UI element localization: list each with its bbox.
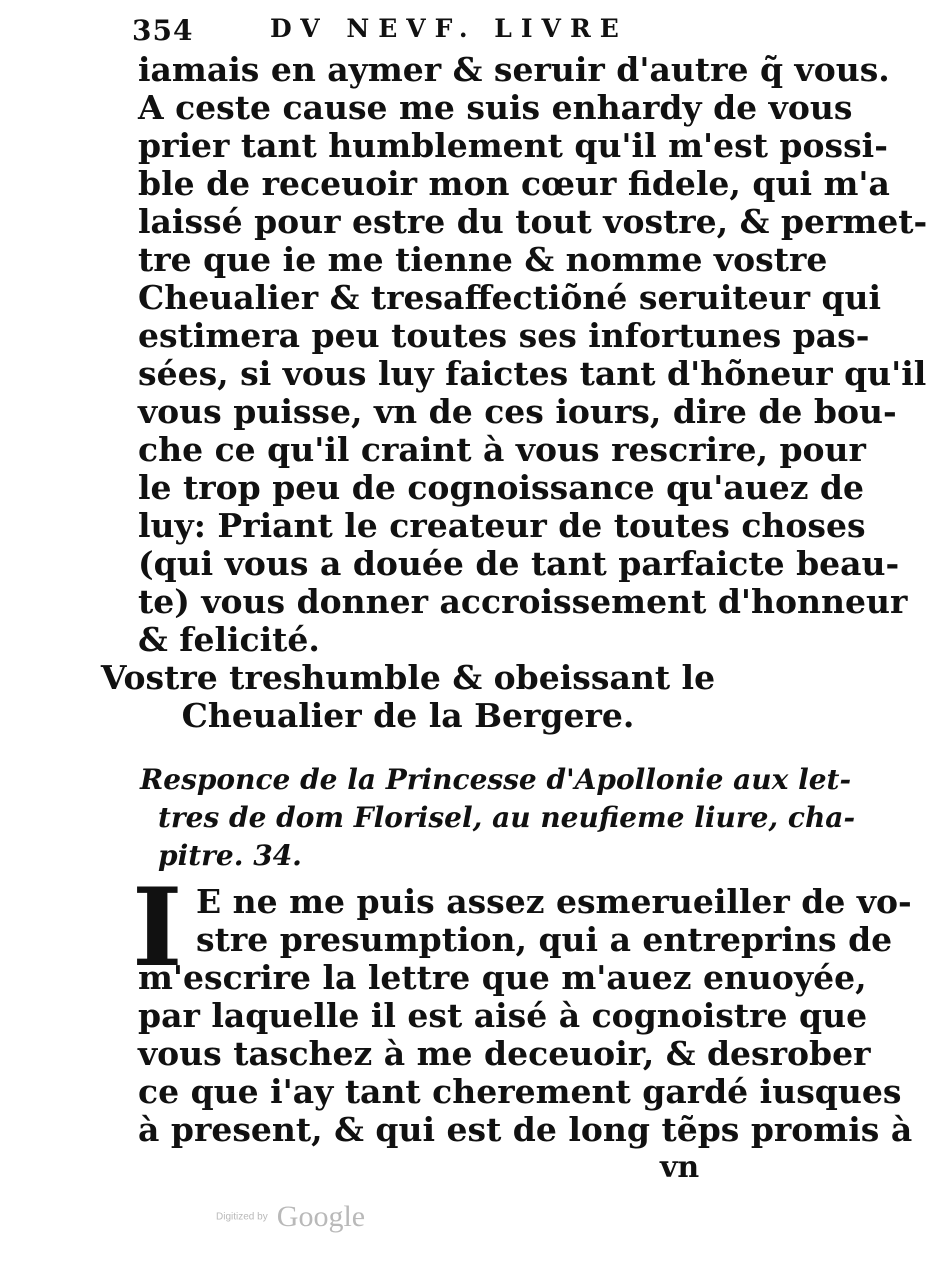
chapter-heading-line: pitre. 34.	[158, 839, 302, 872]
letter-line: laissé pour estre du tout vostre, & permet-	[138, 202, 927, 241]
signature-line: Vostre treshumble & obeissant le	[100, 658, 716, 697]
letter-line: tre que ie me tienne & nomme vostre	[138, 240, 828, 279]
running-header	[132, 14, 722, 50]
letter-line: iamais en aymer & seruir d'autre q̃ vous.	[138, 50, 890, 89]
response-line: vous taschez à me deceuoir, & desrober	[138, 1034, 871, 1073]
letter-line: prier tant humblement qu'il m'est possi-	[138, 126, 888, 165]
chapter-heading-line: Responce de la Princesse d'Apollonie aux let-	[140, 763, 852, 796]
running-title: DV NEVF. LIVRE	[270, 14, 628, 43]
letter-line: (qui vous a douée de tant parfaicte beau-	[138, 544, 900, 583]
letter-line: A ceste cause me suis enhardy de vous	[138, 88, 853, 127]
google-logo: Google	[276, 1200, 366, 1233]
response-line: ce que i'ay tant cherement gardé iusques	[138, 1072, 902, 1111]
letter-line: te) vous donner accroissement d'honneur	[138, 582, 908, 621]
letter-line: & felicité.	[138, 620, 320, 659]
drop-cap: I	[132, 865, 183, 991]
digitized-watermark	[216, 1200, 365, 1234]
letter-line: luy: Priant le createur de toutes choses	[138, 506, 866, 545]
letter-line: sées, si vous luy faictes tant d'hõneur qu'il	[138, 354, 927, 393]
letter-line: che ce qu'il craint à vous rescrire, pour	[138, 430, 866, 469]
response-line: E ne me puis assez esmerueiller de vo-	[196, 882, 912, 921]
letter-line: le trop peu de cognoissance qu'auez de	[138, 468, 864, 507]
page-number: 354	[132, 14, 194, 47]
chapter-heading-line: tres de dom Florisel, au neufieme liure, cha-	[158, 801, 856, 834]
catchword: vn	[660, 1150, 700, 1185]
letter-line: Cheualier & tresaffectiõné seruiteur qui	[138, 278, 882, 317]
letter-line: estimera peu toutes ses infortunes pas-	[138, 316, 870, 355]
letter-line: ble de receuoir mon cœur fidele, qui m'a	[138, 164, 890, 203]
response-line: à present, & qui est de long tẽps promis à	[138, 1110, 913, 1149]
signature-line: Cheualier de la Bergere.	[181, 696, 635, 735]
response-line: m'escrire la lettre que m'auez enuoyée,	[138, 958, 867, 997]
letter-line: vous puisse, vn de ces iours, dire de bou-	[138, 392, 897, 431]
response-line: stre presumption, qui a entreprins de	[196, 920, 893, 959]
response-line: par laquelle il est aisé à cognoistre que	[138, 996, 868, 1035]
digitized-by-label: Digitized by	[216, 1211, 268, 1223]
